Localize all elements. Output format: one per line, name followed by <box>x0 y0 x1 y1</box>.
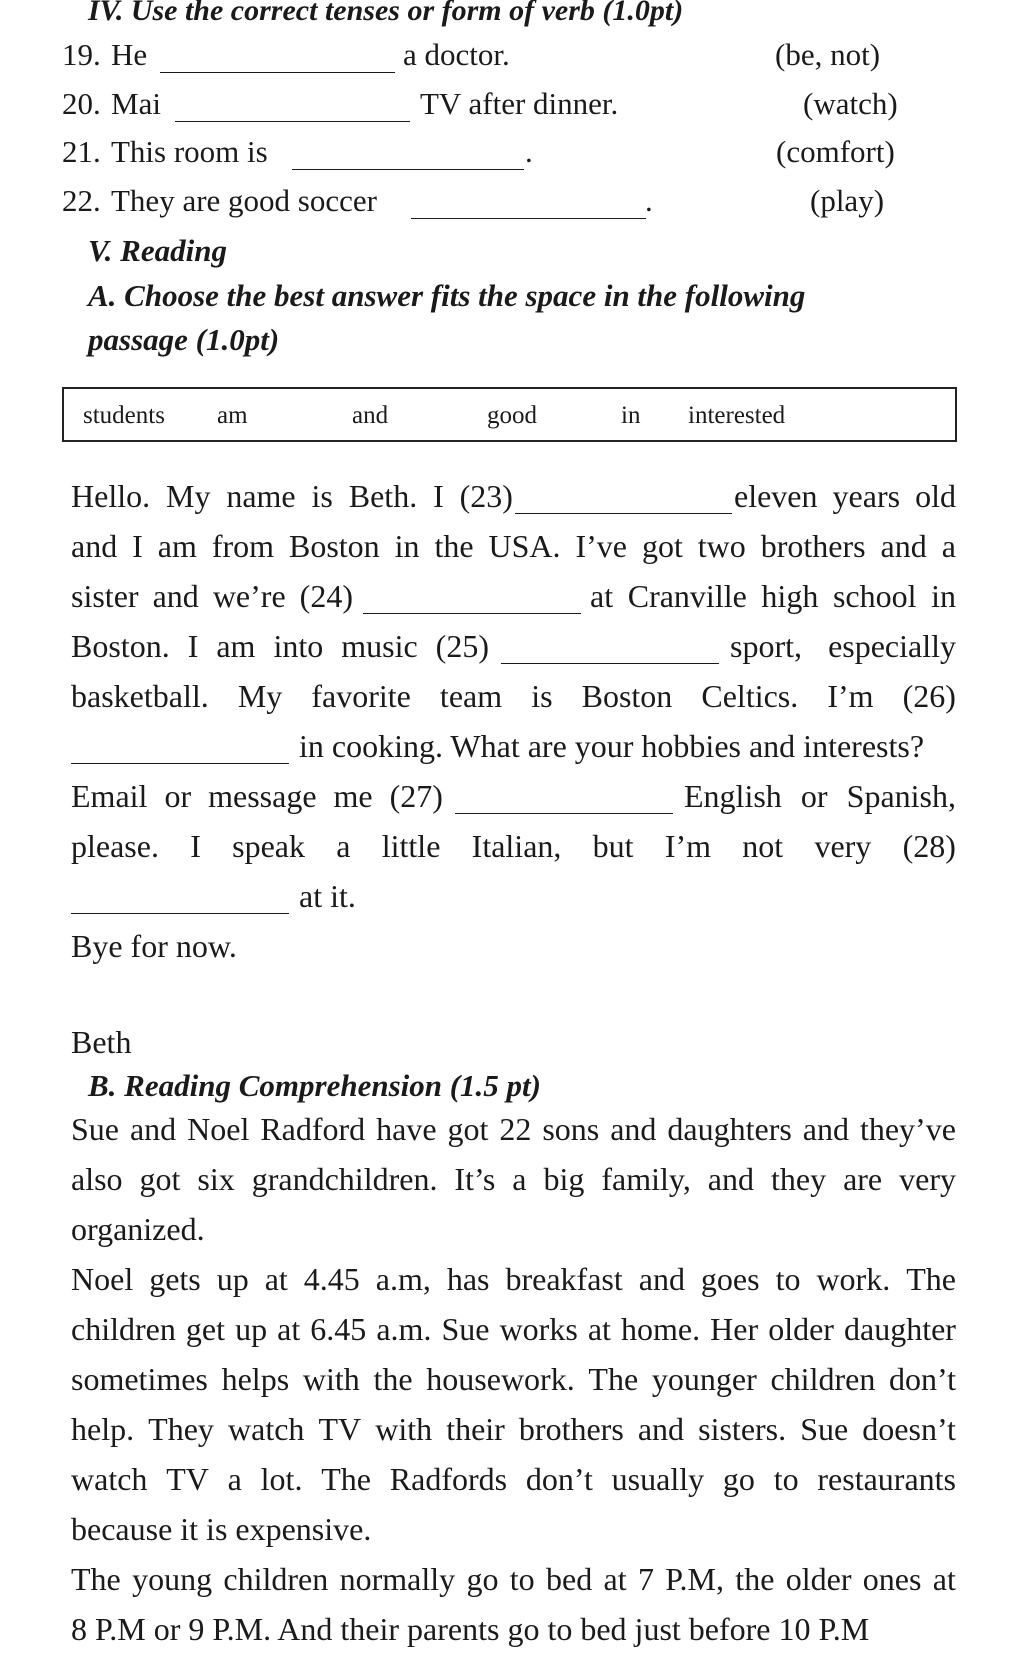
passage-word: have <box>376 1111 437 1147</box>
passage-word: the <box>735 1561 775 1597</box>
closing-text: Bye for now. <box>71 928 237 964</box>
passage-word: at <box>603 1561 627 1597</box>
passage-line-text: organized. <box>71 1211 205 1247</box>
passage-line-segment <box>71 628 489 665</box>
passage-word: get <box>185 1311 225 1347</box>
verb-hint: (comfort) <box>776 134 895 169</box>
answer-blank[interactable] <box>411 217 646 219</box>
passage-word: (25) <box>435 628 489 664</box>
passage-word: TV <box>166 1461 209 1497</box>
passage-word: is <box>531 678 553 714</box>
passage-word: a <box>227 1461 242 1497</box>
passage-word: and <box>880 528 927 564</box>
passage-word: Boston <box>581 678 673 714</box>
passage-word: speak <box>232 828 305 864</box>
passage-word: doesn’t <box>862 1411 956 1447</box>
item-continuation: . <box>525 134 533 169</box>
passage-word: I <box>187 628 199 664</box>
passage-word: and <box>129 1111 177 1147</box>
passage-word: restaurants <box>817 1461 956 1497</box>
passage-word: a.m, <box>375 1261 431 1297</box>
passage-word: Cranville <box>627 578 747 614</box>
passage-word: children <box>770 1361 876 1397</box>
passage-word: USA. <box>488 528 561 564</box>
passage-word: a.m. <box>376 1311 432 1347</box>
passage-line <box>71 878 956 915</box>
word-bank-box <box>62 387 957 442</box>
passage-word: Spanish, <box>846 778 956 814</box>
passage-word: has <box>446 1261 490 1297</box>
passage-word: (26) <box>902 678 956 714</box>
passage-line-text: 8 P.M or 9 P.M. And their parents go to bed just before 10 P.M <box>71 1611 870 1647</box>
passage-word: don’t <box>525 1461 593 1497</box>
item-prompt: This room is <box>111 134 268 169</box>
passage-word: team <box>439 678 503 714</box>
item-number: 21. <box>62 134 101 169</box>
passage-word: very <box>899 1161 956 1197</box>
passage-word: the <box>434 528 474 564</box>
passage-word: daughter <box>844 1311 956 1347</box>
passage-word: Celtics. <box>701 678 799 714</box>
passage-line <box>71 678 956 715</box>
answer-blank-28[interactable] <box>71 912 289 914</box>
passage-word: normally <box>339 1561 456 1597</box>
passage-word: up <box>216 1261 249 1297</box>
answer-blank-23[interactable] <box>515 512 732 514</box>
passage-word: children <box>71 1311 176 1347</box>
passage-word: Beth. <box>348 478 418 514</box>
passage-line <box>71 1411 956 1448</box>
verb-hint: (watch) <box>803 86 898 121</box>
passage-word: helps <box>221 1361 290 1397</box>
passage-line <box>71 1561 956 1598</box>
word-bank-item: good <box>487 402 537 429</box>
passage-word: got <box>641 528 683 564</box>
passage-word: Boston. <box>71 628 170 664</box>
passage-line-segment <box>730 628 956 665</box>
passage-word: works <box>499 1311 578 1347</box>
passage-word: but <box>592 828 634 864</box>
passage-word: Sue <box>441 1311 490 1347</box>
passage-word: I <box>132 528 143 564</box>
passage-word: a <box>512 1161 527 1197</box>
passage-word: to <box>773 1461 799 1497</box>
passage-word: The <box>906 1261 956 1297</box>
item-continuation: a doctor. <box>403 37 510 72</box>
passage-word: music <box>341 628 418 664</box>
passage-word: high <box>761 578 819 614</box>
passage-word: They <box>148 1411 214 1447</box>
passage-word: at <box>587 1311 611 1347</box>
passage-word: their <box>446 1411 505 1447</box>
passage-word: school <box>832 578 917 614</box>
answer-blank-26[interactable] <box>71 762 289 764</box>
passage-line <box>71 1361 956 1398</box>
passage-word: or <box>800 778 828 814</box>
item-number: 20. <box>62 86 101 121</box>
passage-word: grandchildren. <box>251 1161 438 1197</box>
passage-word: from <box>211 528 275 564</box>
passage-word: children <box>223 1561 329 1597</box>
passage-word: am <box>157 528 197 564</box>
passage-word: in <box>394 528 420 564</box>
passage-word: gets <box>149 1261 201 1297</box>
answer-blank-25[interactable] <box>501 662 719 664</box>
passage-line-text: because it is expensive. <box>71 1511 372 1547</box>
item-number: 19. <box>62 37 101 72</box>
passage-line <box>71 1111 956 1148</box>
passage-word: Radford <box>260 1111 366 1147</box>
part-a-heading-line-1: A. Choose the best answer fits the space in the following <box>88 278 806 313</box>
passage-word: basketball. <box>71 678 209 714</box>
passage-line <box>71 1611 956 1648</box>
passage-line-segment <box>71 778 443 815</box>
passage-line <box>71 1211 956 1248</box>
passage-line-segment <box>71 478 513 515</box>
verb-hint: (play) <box>810 183 885 218</box>
passage-word: usually <box>611 1461 705 1497</box>
passage-word: got <box>139 1161 181 1197</box>
passage-word: they’ve <box>859 1111 956 1147</box>
item-prompt: He <box>111 37 148 72</box>
passage-word: I’m <box>827 678 874 714</box>
part-b-heading: B. Reading Comprehension (1.5 pt) <box>88 1068 541 1103</box>
passage-word: It’s <box>454 1161 496 1197</box>
verb-hint: (be, not) <box>775 37 881 72</box>
passage-word: sons <box>542 1111 600 1147</box>
passage-word: a <box>941 528 956 564</box>
word-bank-item: in <box>621 402 641 429</box>
passage-word: watch <box>71 1461 148 1497</box>
passage-word: got <box>447 1111 489 1147</box>
passage-word: ones <box>862 1561 922 1597</box>
word-bank-item: students <box>83 402 165 429</box>
item-continuation: TV after dinner. <box>420 86 619 121</box>
passage-word: Noel <box>187 1111 250 1147</box>
passage-word: in <box>931 578 956 614</box>
passage-line <box>71 478 956 515</box>
passage-word: Boston <box>288 528 380 564</box>
passage-word: and <box>637 1411 685 1447</box>
passage-word: or <box>164 778 192 814</box>
passage-line <box>71 578 956 615</box>
signature: Beth <box>71 1024 132 1060</box>
passage-word: Radfords <box>389 1461 508 1497</box>
answer-blank[interactable] <box>292 168 524 170</box>
passage-word: years <box>832 478 901 514</box>
passage-line-segment <box>590 578 956 615</box>
passage-word: Hello. <box>71 478 151 514</box>
passage-word: me <box>333 778 373 814</box>
passage-word: they <box>770 1161 827 1197</box>
passage-word: name <box>226 478 296 514</box>
passage-word: 4.45 <box>303 1261 360 1297</box>
passage-word: bed <box>545 1561 593 1597</box>
passage-word: especially <box>828 628 956 664</box>
passage-word: to <box>775 1261 801 1297</box>
answer-blank-27[interactable] <box>455 812 673 814</box>
passage-word: at <box>264 1261 288 1297</box>
passage-word: and <box>638 1261 685 1297</box>
passage-word: very <box>814 828 872 864</box>
answer-blank[interactable] <box>175 120 410 122</box>
passage-word: older <box>768 1311 834 1347</box>
passage-word: and <box>802 1111 849 1147</box>
passage-word: go <box>466 1561 499 1597</box>
passage-word: sisters. <box>698 1411 787 1447</box>
passage-word: The <box>588 1361 639 1397</box>
passage-word: go <box>722 1461 755 1497</box>
passage-line <box>71 728 956 765</box>
passage-word: breakfast <box>505 1261 623 1297</box>
passage-word: younger <box>651 1361 757 1397</box>
passage-word: not <box>742 828 784 864</box>
passage-word: sister <box>71 578 139 614</box>
passage-line-segment: in cooking. What are your hobbies and interests? <box>299 728 925 764</box>
passage-word: at <box>277 1311 301 1347</box>
passage-word: at <box>932 1561 956 1597</box>
passage-line <box>71 1311 956 1348</box>
passage-word: 6.45 <box>310 1311 367 1347</box>
passage-word: and <box>152 578 199 614</box>
passage-word: favorite <box>311 678 411 714</box>
passage-word: English <box>684 778 782 814</box>
passage-word: up <box>235 1311 268 1347</box>
passage-word: The <box>71 1561 121 1597</box>
passage-line <box>71 528 956 565</box>
passage-word: (23) <box>459 478 513 514</box>
passage-word: Her <box>710 1311 759 1347</box>
passage-word: goes <box>700 1261 760 1297</box>
passage-word: am <box>216 628 256 664</box>
passage-word: TV <box>318 1411 362 1447</box>
passage-word: and <box>610 1111 657 1147</box>
passage-line <box>71 828 956 865</box>
passage-word: work. <box>816 1261 891 1297</box>
part-a-heading-line-2: passage (1.0pt) <box>88 322 280 357</box>
passage-line <box>71 1511 956 1548</box>
passage-word: don’t <box>889 1361 956 1397</box>
passage-word: I <box>190 828 201 864</box>
passage-word: (24) <box>299 578 353 614</box>
passage-word: Sue <box>71 1111 119 1147</box>
passage-word: a <box>336 828 351 864</box>
passage-word: 22 <box>499 1111 532 1147</box>
passage-line <box>71 1161 956 1198</box>
passage-word: sometimes <box>71 1361 208 1397</box>
passage-word: are <box>843 1161 883 1197</box>
word-bank-item: interested <box>688 402 786 429</box>
passage-line-segment <box>71 578 353 615</box>
answer-blank[interactable] <box>160 71 395 73</box>
passage-word: I’m <box>664 828 712 864</box>
passage-word: into <box>273 628 324 664</box>
passage-word: and <box>71 528 118 564</box>
passage-word: help. <box>71 1411 135 1447</box>
passage-word: big <box>543 1161 585 1197</box>
passage-word: housework. <box>426 1361 575 1397</box>
passage-word: at <box>590 578 614 614</box>
passage-word: two <box>697 528 746 564</box>
answer-blank-24[interactable] <box>363 612 581 614</box>
passage-word: Email <box>71 778 148 814</box>
section-4-heading: IV. Use the correct tenses or form of verb (1.0pt) <box>88 0 684 27</box>
passage-word: My <box>165 478 211 514</box>
passage-word: (27) <box>389 778 443 814</box>
item-prompt: Mai <box>111 86 161 121</box>
word-bank-item: am <box>217 402 248 429</box>
passage-word: please. <box>71 828 159 864</box>
passage-word: Noel <box>71 1261 134 1297</box>
item-prompt: They are good soccer <box>111 183 377 218</box>
passage-word: eleven <box>734 478 818 514</box>
passage-line <box>71 628 956 665</box>
passage-word: My <box>237 678 283 714</box>
passage-word: six <box>197 1161 235 1197</box>
item-number: 22. <box>62 183 101 218</box>
passage-word: P.M, <box>665 1561 724 1597</box>
passage-word: home. <box>621 1311 701 1347</box>
passage-word: to <box>509 1561 535 1597</box>
section-5-heading: V. Reading <box>88 233 227 268</box>
passage-word: young <box>132 1561 213 1597</box>
passage-line <box>71 1261 956 1298</box>
passage-line-segment <box>734 478 956 515</box>
passage-word: little <box>381 828 441 864</box>
passage-word: I <box>433 478 444 514</box>
passage-word: The <box>321 1461 371 1497</box>
passage-word: message <box>208 778 317 814</box>
passage-word: with <box>302 1361 360 1397</box>
word-bank-item: and <box>352 402 389 429</box>
passage-word: we’re <box>212 578 286 614</box>
passage-word: old <box>915 478 956 514</box>
passage-word: I’ve <box>575 528 627 564</box>
passage-word: older <box>785 1561 852 1597</box>
passage-word: lot. <box>260 1461 303 1497</box>
passage-word: Italian, <box>471 828 562 864</box>
passage-line <box>71 778 956 815</box>
item-continuation: . <box>645 183 653 218</box>
passage-word: Sue <box>800 1411 849 1447</box>
passage-word: daughters <box>667 1111 792 1147</box>
passage-word: sport, <box>730 628 802 664</box>
passage-word: the <box>373 1361 413 1397</box>
passage-word: also <box>71 1161 123 1197</box>
passage-word: family, <box>601 1161 691 1197</box>
passage-line-segment <box>684 778 956 815</box>
passage-word: 7 <box>637 1561 654 1597</box>
passage-word: watch <box>228 1411 305 1447</box>
passage-word: and <box>707 1161 754 1197</box>
passage-word: brothers <box>518 1411 624 1447</box>
passage-word: with <box>375 1411 433 1447</box>
passage-word: is <box>311 478 333 514</box>
passage-word: (28) <box>902 828 956 864</box>
passage-line-segment: at it. <box>299 878 356 914</box>
passage-word: brothers <box>760 528 866 564</box>
passage-line <box>71 1461 956 1498</box>
